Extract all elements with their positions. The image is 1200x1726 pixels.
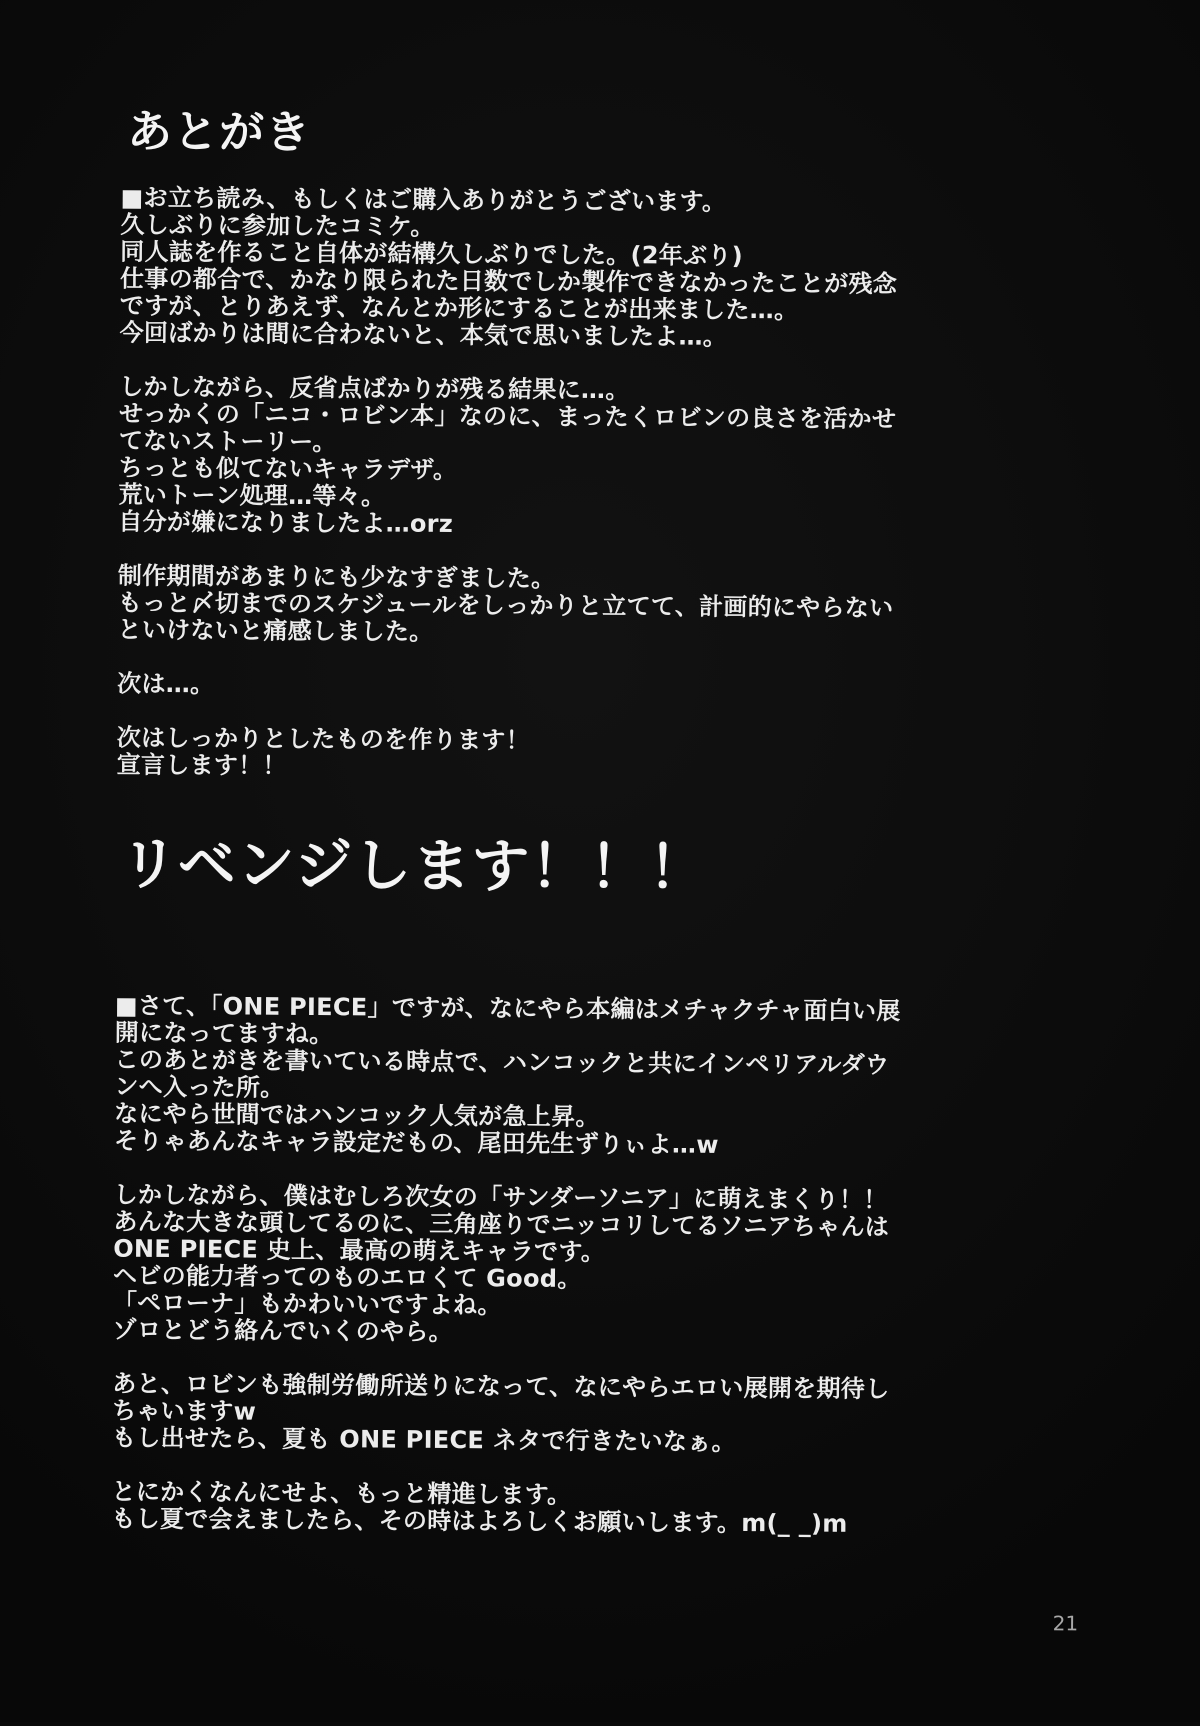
- page-number: 21: [1052, 1611, 1079, 1636]
- page-title: あとがき: [126, 104, 312, 159]
- afterword-text-part-1: ■お立ち読み、もしくはご購入ありがとうございます。 久しぶりに参加したコミケ。 同人誌を作ること自体が結構久しぶりでした。(2年ぶり) 仕事の都合で、かなり限られた日数でしか製作できなかったことが残念 ですが、とりあえず、なんとか形にすることが出来ました…。 今回ばかりは間に合わないと、本気で思いましたよ…。 しかしながら、反省点ばかりが残る結果に…。 せっかくの「ニコ・ロビン本」なのに、まったくロビンの良さを活かせ てないストーリー。 ちっとも似てないキャラデザ。 荒いトーン処理…等々。 自分が嫌になりましたよ…orz 制作期間があまりにも少なすぎました。 もっと〆切までのスケジュールをしっかりと立てて、計画的にやらない といけないと痛感しました。 次は…。 次はしっかりとしたものを作ります！ 宣言します！！: [116, 183, 898, 780]
- afterword-text-part-2: ■さて、「ONE PIECE」ですが、なにやら本編はメチャクチャ面白い展 開になってますね。 このあとがきを書いている時点で、ハンコックと共にインペリアルダウ ンへ入った所。 なにやら世間ではハンコック人気が急上昇。 そりゃあんなキャラ設定だもの、尾田先生ずりぃよ…w しかしながら、僕はむしろ次女の「サンダーソニア」に萌えまくり！！ あんな大きな頭してるのに、三角座りでニッコリしてるソニアちゃんは ONE PIECE 史上、最高の萌えキャラです。 ヘビの能力者ってのものエロくて Good。 「ペローナ」もかわいいですよね。 ゾロとどう絡んでいくのやら。 あと、ロビンも強制労働所送りになって、なにやらエロい展開を期待し ちゃいますw もし出せたら、夏も ONE PIECE ネタで行きたいなぁ。 とにかくなんにせよ、もっと精進します。 もし夏で会えましたら、その時はよろしくお願いします。m(_ _)m: [111, 991, 901, 1538]
- revenge-declaration-headline: リベンジします！！！: [119, 829, 708, 902]
